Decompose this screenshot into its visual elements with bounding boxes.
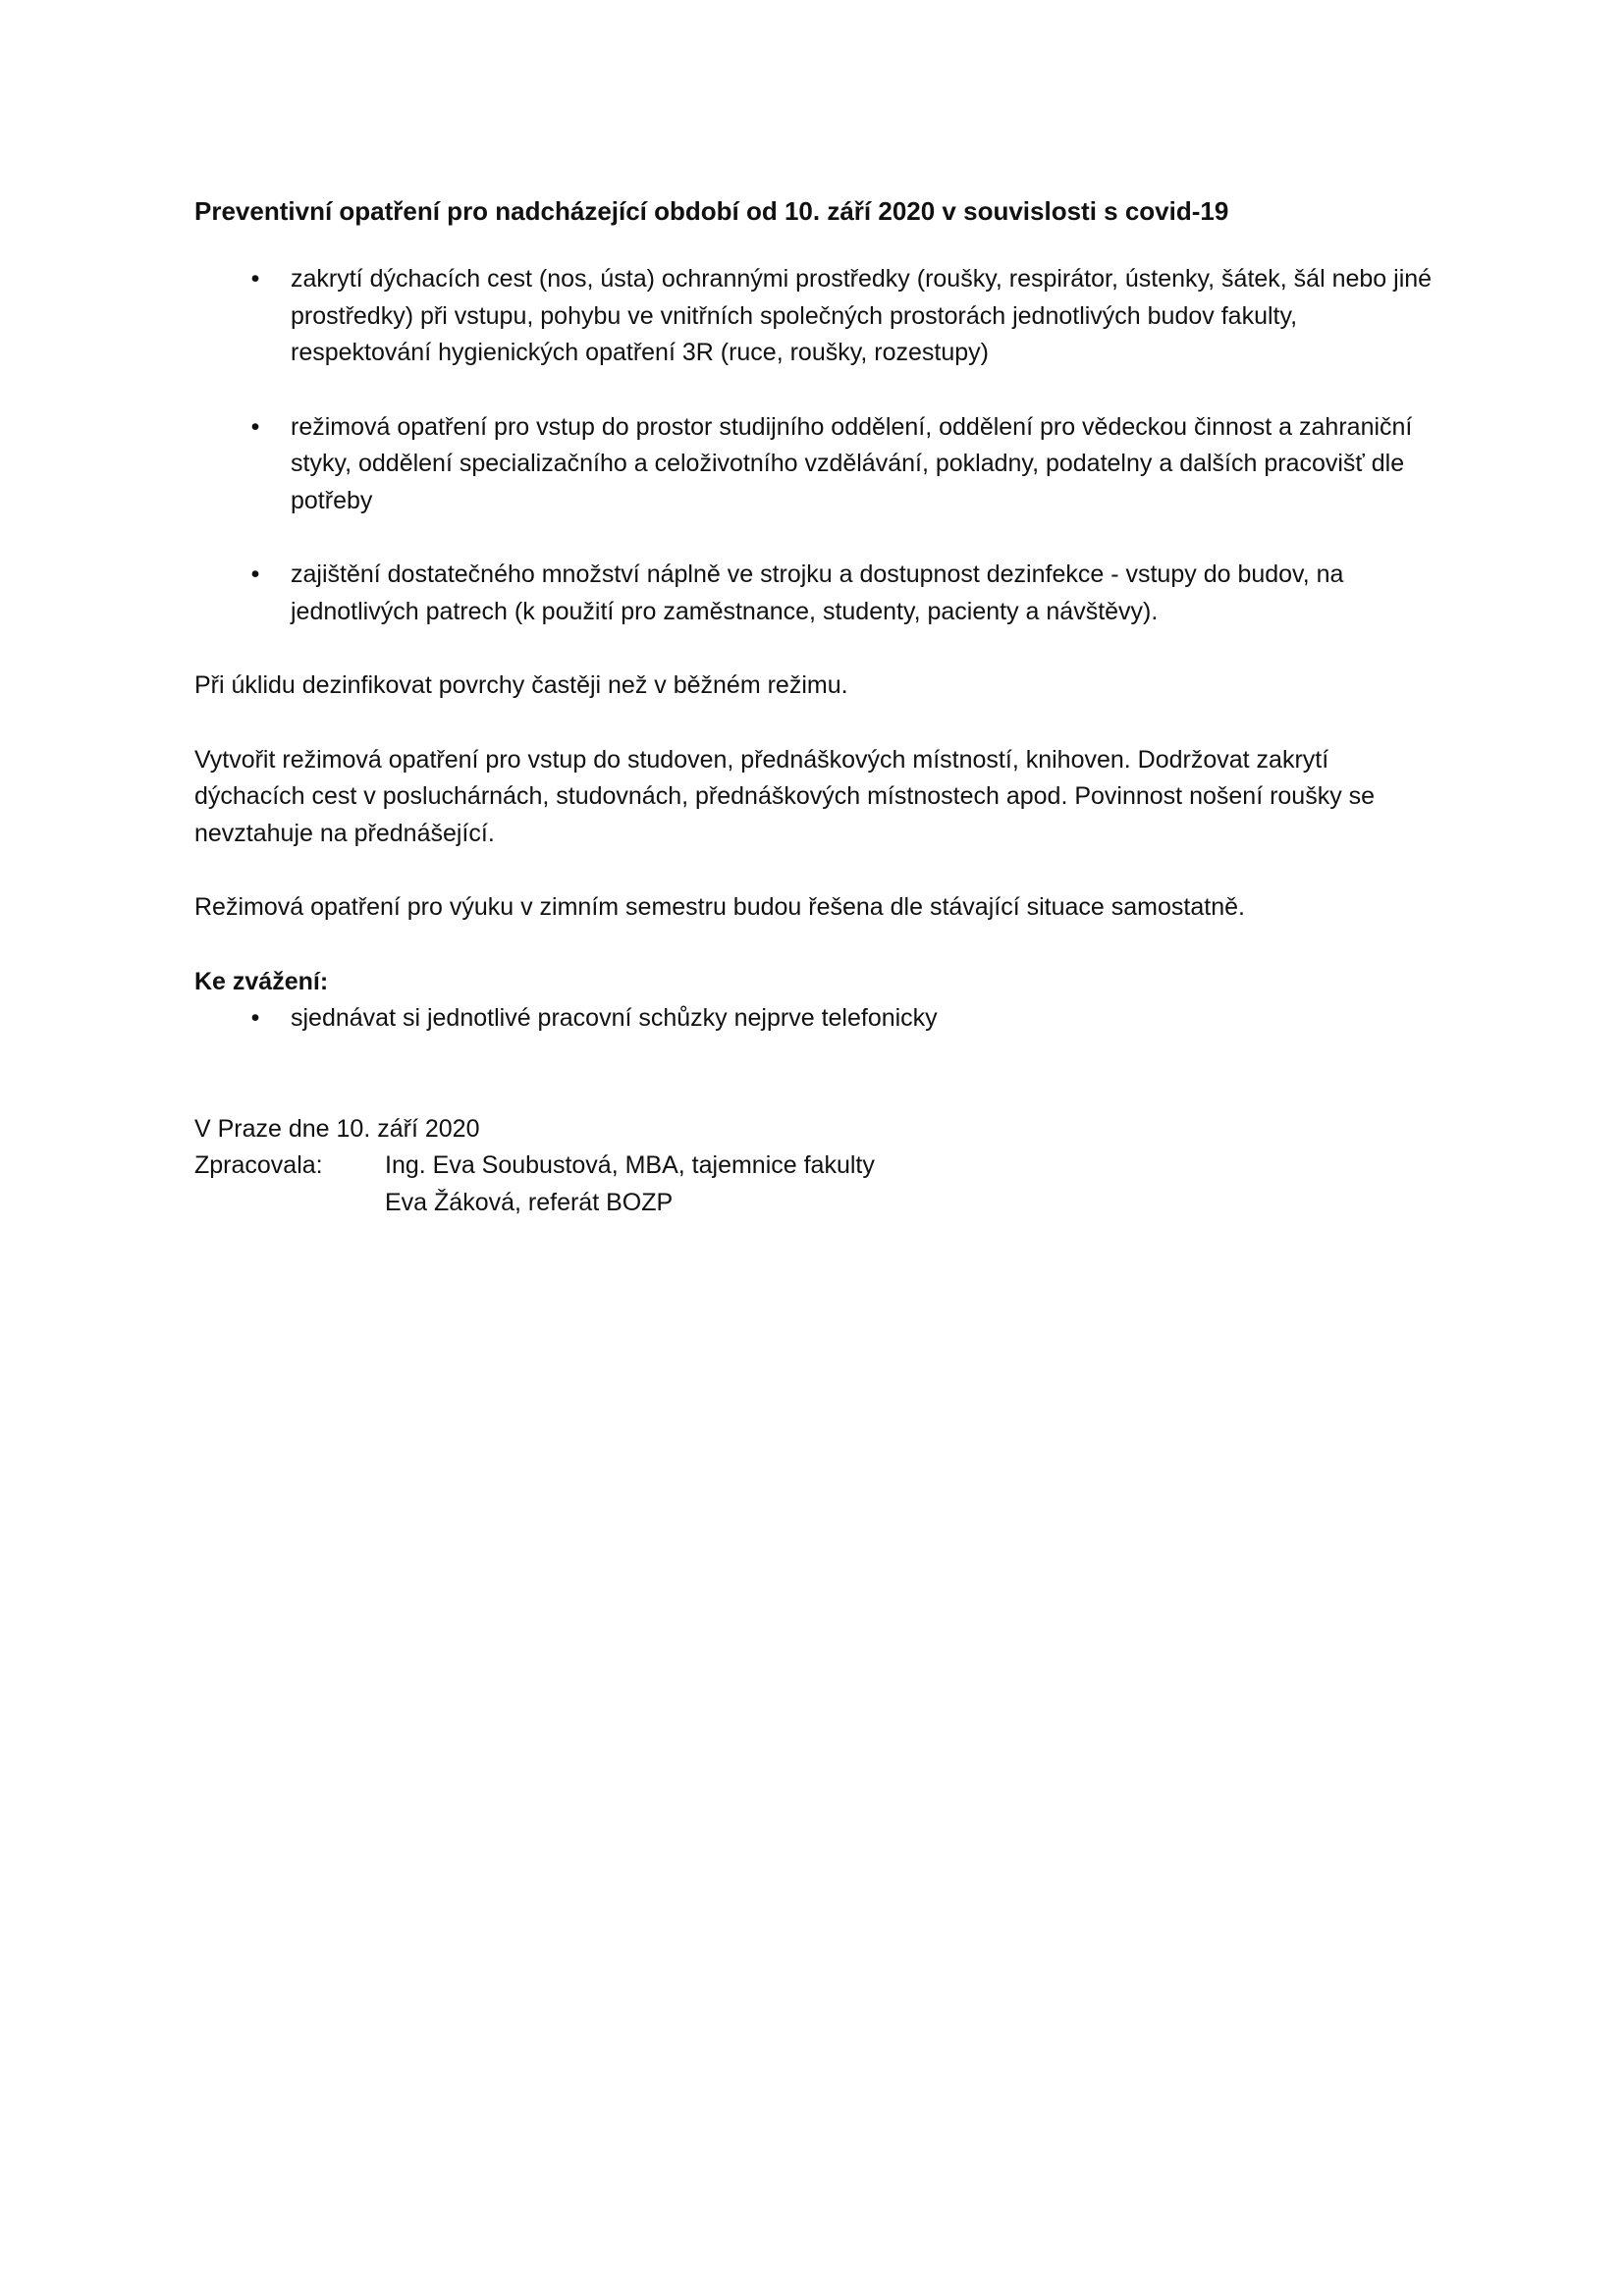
signature-name: Eva Žáková, referát BOZP <box>385 1188 674 1216</box>
bullet-icon: • <box>250 1004 260 1032</box>
bullet-icon: • <box>250 412 260 441</box>
consider-heading: Ke zvážení: <box>194 967 329 995</box>
list-item-text: režimová opatření pro vstup do prostor studijního oddělení, oddělení pro vědeckou činnost a zahraniční styky, oddělení specializačního a celoživotního vzdělávání, pokladny, podatelny a dalších pracovišť dle potřeby <box>291 412 1413 514</box>
consider-list <box>194 1000 1434 1038</box>
list-item-text: sjednávat si jednotlivé pracovní schůzky nejprve telefonicky <box>291 1004 938 1032</box>
signature-names <box>385 1148 875 1221</box>
signature-block <box>194 1148 1434 1221</box>
list-item-text: zakrytí dýchacích cest (nos, ústa) ochrannými prostředky (roušky, respirátor, ústenky, šátek, šál nebo jiné prostředky) při vstupu, pohybu ve vnitřních společných prostorách jednotlivých budov fakulty, respektování hygienických opatření 3R (ruce, roušky, rozestupy) <box>291 265 1433 366</box>
measures-list <box>194 261 1434 630</box>
paragraph-teaching: Režimová opatření pro výuku v zimním semestru budou řešena dle stávající situace samostatně. <box>194 893 1245 921</box>
list-item <box>194 409 1434 520</box>
paragraph-study-rooms: Vytvořit režimová opatření pro vstup do studoven, přednáškových místností, knihoven. Dodržovat zakrytí dýchacích cest v posluchárnách, studovnách, přednáškových místnostech apod. Povinnost nošení roušky se nevztahuje na přednášející. <box>194 745 1376 847</box>
list-item <box>194 1000 1434 1038</box>
bullet-icon: • <box>250 561 260 588</box>
signature-name: Ing. Eva Soubustová, MBA, tajemnice fakulty <box>385 1151 875 1179</box>
list-item <box>194 261 1434 372</box>
bullet-icon: • <box>250 265 260 293</box>
signature-label: Zpracovala: <box>194 1151 323 1179</box>
list-item-text: zajištění dostatečného množství náplně ve strojku a dostupnost dezinfekce - vstupy do budov, na jednotlivých patrech (k použití pro zaměstnance, studenty, pacienty a návštěvy). <box>291 561 1344 625</box>
list-item <box>194 557 1434 630</box>
signature-date: V Praze dne 10. září 2020 <box>194 1114 480 1143</box>
paragraph-cleaning: Při úklidu dezinfikovat povrchy častěji než v běžném režimu. <box>194 671 848 699</box>
document-page <box>194 192 1434 1221</box>
document-title: Preventivní opatření pro nadcházející období od 10. září 2020 v souvislosti s covid-19 <box>194 196 1229 226</box>
